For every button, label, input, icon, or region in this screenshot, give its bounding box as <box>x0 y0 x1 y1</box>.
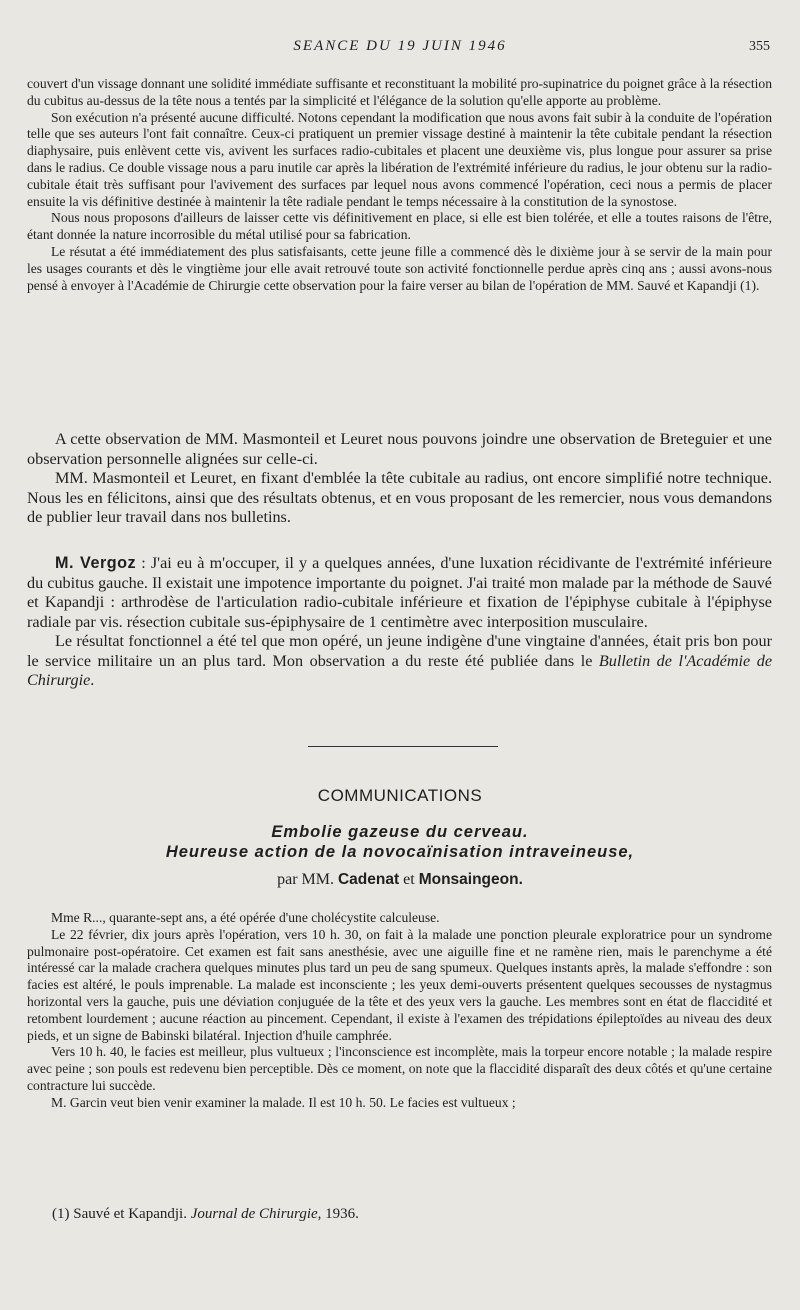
paragraph: Nous nous proposons d'ailleurs de laisser cette vis définitivement en place, si elle est bien tolérée, et elle a toutes raisons de l'être, étant donnée la nature incorrosible du métal utilisé pour sa fabrication. <box>27 210 772 243</box>
section-heading: COMMUNICATIONS <box>317 786 483 805</box>
footnote-journal: Journal de Chirurgie <box>190 1206 318 1222</box>
byline-joiner: et <box>403 871 415 888</box>
byline-prefix: par MM. <box>277 871 334 888</box>
reporter-comment <box>27 430 772 528</box>
paragraph-end: . <box>90 671 95 689</box>
paragraph: MM. Masmonteil et Leuret, en fixant d'emblée la tête cubitale au radius, ont encore simplifié notre technique. Nous les en félicitons, ainsi que des résultats obtenus, et en vous proposant de les remercier, nous vous demandons de publier leur travail dans nos bulletins. <box>27 469 772 526</box>
speaker-text: : J'ai eu à m'occuper, il y a quelques années, d'une luxation récidivante de l'extrémité inférieure du cubitus gauche. Il existait une impotence importante du poignet. J'ai traité mon malade par la méthode de Sauvé et Kapandji : arthrodèse de l'articulation radio-cubitale inférieure et fixation de l'épiphyse cubitale à l'épiphyse radiale par vis. résection cubitale sus-épiphysaire de 1 centimètre avec interposition musculaire. <box>27 554 772 631</box>
section-divider <box>308 746 498 747</box>
author-name: Monsaingeon. <box>418 871 523 888</box>
footnote-year: , 1936. <box>317 1206 359 1222</box>
paragraph: Vers 10 h. 40, le facies est meilleur, plus vultueux ; l'inconscience est incomplète, mais la torpeur encore notable ; la malade respire avec peine ; son pouls est redevenu bien perceptible. Dès ce moment, on note que la flaccidité disparaît des deux côtés et qu'une certaine contracture lui succède. <box>27 1044 772 1093</box>
paragraph <box>27 554 772 632</box>
paragraph: Le résutat a été immédiatement des plus satisfaisants, cette jeune fille a commencé dès le dixième jour à se servir de la main pour les usages courants et dès le vingtième jour elle avait retrouvé toute son activité fonctionnelle perdue après cinq ans ; aussi avons-nous pensé à envoyer à l'Académie de Chirurgie cette observation pour la faire verser au bilan de l'opération de MM. Sauvé et Kapandji (1). <box>27 243 772 293</box>
paragraph: couvert d'un vissage donnant une solidité immédiate suffisante et reconstituant la mobilité pro-supinatrice du poignet grâce à la résection du cubitus au-dessus de la tête nous a tentés par la simplicité et l'élégance de la solution qu'elle apporte au problème. <box>27 76 772 108</box>
article-title-line-2: Heureuse action de la novocaïnisation intraveineuse, <box>165 843 635 861</box>
page-number: 355 <box>749 39 770 54</box>
paragraph: Son exécution n'a présenté aucune difficulté. Notons cependant la modification que nous avons fait subir à la conduite de l'opération telle que ses auteurs l'ont fait connaître. Ceux-ci pratiquent un premier vissage destiné à maintenir la tête cubitale pendant la résection diaphysaire, puis enlèvent cette vis, avivent les surfaces radio-cubitales et placent une deuxième vis, plus longue pour assurer sa prise dans le radius. Ce double vissage nous a paru inutile car après la libération de l'extrémité inférieure du radius, le jour obtenu sur la radio-cubitale était très suffisant pour l'avivement des surfaces par lequel nous avons commencé l'opération, ceci nous a permis de placer ensuite la vis définitive destinée à maintenir la tête radiale pendant le temps nécessaire à la constitution de la synostose. <box>27 109 772 209</box>
footnote-text: (1) Sauvé et Kapandji. <box>52 1206 187 1222</box>
discussion-vergoz <box>27 554 772 691</box>
footnote <box>52 1206 359 1223</box>
paragraph: M. Garcin veut bien venir examiner la malade. Il est 10 h. 50. Le facies est vultueux ; <box>51 1094 516 1110</box>
paragraph <box>27 632 772 691</box>
case-report <box>27 910 772 1112</box>
paragraph: A cette observation de MM. Masmonteil et Leuret nous pouvons joindre une observation de Breteguier et une observation personnelle alignées sur celle-ci. <box>27 430 772 468</box>
paragraph-text: Le résultat fonctionnel a été tel que mon opéré, un jeune indigène d'une vingtaine d'années, était pris bon pour le service militaire un an plus tard. Mon observation a du reste été publiée dans le <box>27 632 772 670</box>
speaker-name: M. Vergoz <box>55 554 137 572</box>
running-title: SEANCE DU 19 JUIN 1946 <box>293 38 507 54</box>
report-continuation <box>27 76 772 294</box>
byline <box>0 871 800 889</box>
running-head <box>0 38 800 58</box>
author-name: Cadenat <box>337 871 400 888</box>
journal-reference: Bulletin de l'Académie de Chirurgie <box>27 651 773 689</box>
article-title-line-1: Embolie gazeuse du cerveau. <box>271 823 529 841</box>
paragraph: Le 22 février, dix jours après l'opération, vers 10 h. 30, on fait à la malade une ponction pleurale exploratrice pour un syndrome pulmonaire post-opératoire. Cet examen est fait sans anesthésie, avec une aiguille fine et ne ramène rien, mais le parenchyme a été intéressé car la malade crachera quelques minutes plus tard un peu de sang spumeux. Quelques instants après, la malade s'effondre : son facies est altéré, le pouls imprenable. La malade est inconsciente ; les yeux demi-ouverts présentent quelques secousses de nystagmus horizontal vers la gauche, puis une déviation conjuguée de la tête et des yeux vers la gauche. Les membres sont en état de flaccidité et retombent lourdement ; aucune réaction au pincement. Cependant, il existe à l'examen des trépidations épileptoïdes au niveau des deux pieds, et un signe de Babinski bilatéral. Injection d'huile camphrée. <box>27 926 772 1043</box>
paragraph: Mme R..., quarante-sept ans, a été opérée d'une cholécystite calculeuse. <box>51 910 440 925</box>
